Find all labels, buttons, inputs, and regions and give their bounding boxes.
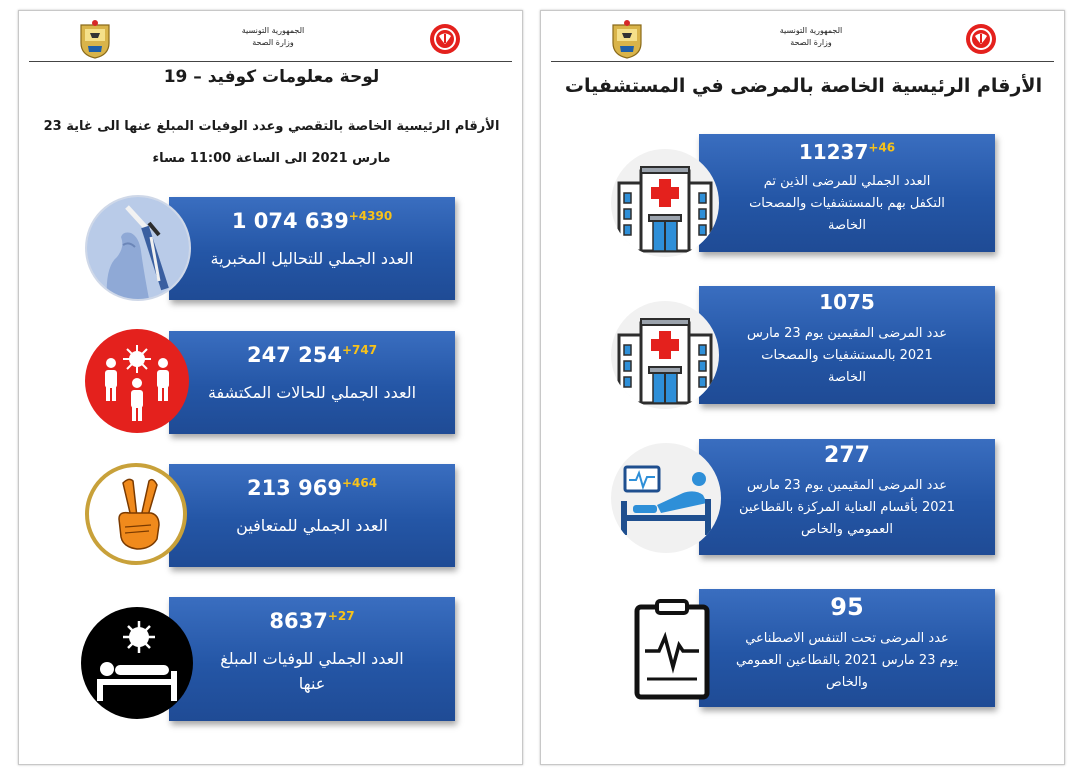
treated-patients-value: $11237^{+46}$ — [798, 140, 896, 164]
detected-cases-label: العدد الجملي للحالات المكتشفة — [207, 383, 417, 402]
detected-cases-card — [169, 331, 455, 434]
recovered-value: 213 $969^{+464}$ — [246, 476, 378, 500]
deaths-label-line-1: العدد الجملي للوفيات المبلغ — [220, 649, 404, 668]
hospital-icon — [611, 149, 719, 257]
health-ministry-logo-icon — [965, 23, 997, 55]
detected-cases-value: 247 $254^{+747}$ — [246, 343, 378, 367]
deaths-card — [169, 597, 455, 721]
deaths-value: $8637^{+27}$ — [269, 609, 355, 633]
detected-cases-increase: +747 — [341, 343, 378, 357]
page-title: لوحة معلومات كوفيد – 19 — [163, 67, 380, 87]
ministry-label: وزارة الصحة — [790, 38, 832, 47]
hospital-patients-panel — [540, 10, 1065, 765]
deaths-increase: +27 — [327, 609, 355, 623]
tunisia-emblem-icon — [77, 19, 113, 59]
covid-dashboard-panel — [18, 10, 523, 765]
lab-tests-label: العدد الجملي للتحاليل المخبرية — [210, 249, 414, 268]
victory-hand-icon — [85, 463, 187, 565]
header-divider — [551, 61, 1054, 62]
treated-patients-line-2: التكفل بهم بالمستشفيات والمصحات — [749, 196, 945, 211]
ventilated-patients-card — [699, 589, 995, 707]
deceased-patient-icon — [81, 607, 193, 719]
icu-patients-card — [699, 439, 995, 555]
ventilated-patients-value: 95 — [830, 593, 864, 621]
treated-patients-line-3: الخاصة — [828, 218, 866, 233]
government-header — [193, 25, 353, 49]
republic-label: الجمهورية التونسية — [241, 26, 305, 35]
subtitle-line-1: الأرقام الرئيسية الخاصة بالتقصي وعدد الوفيات المبلغ عنها الى غاية 23 — [43, 119, 500, 134]
deaths-label-line-2: عنها — [298, 674, 326, 693]
recovered-label: العدد الجملي للمتعافين — [236, 516, 388, 535]
treated-patients-line-1: العدد الجملي للمرضى الذين تم — [763, 174, 931, 189]
resident-patients-line-2: 2021 بالمستشفيات والمصحات — [761, 348, 933, 363]
lab-test-icon — [85, 195, 191, 301]
treated-patients-increase: +46 — [868, 140, 896, 155]
icu-bed-icon — [611, 443, 721, 553]
resident-patients-line-3: الخاصة — [828, 370, 866, 385]
icu-patients-line-3: العمومي والخاص — [801, 522, 893, 537]
ventilated-patients-line-3: والخاص — [826, 675, 868, 690]
clipboard-heartbeat-icon — [633, 597, 711, 701]
icu-patients-line-1: عدد المرضى المقيمين يوم 23 مارس — [746, 478, 948, 493]
lab-tests-value: 1 074 $639^{+4390}$ — [231, 209, 393, 233]
hospital-icon — [611, 301, 719, 409]
government-header — [731, 25, 891, 49]
resident-patients-value: 1075 — [819, 290, 875, 314]
republic-label: الجمهورية التونسية — [779, 26, 843, 35]
resident-patients-line-1: عدد المرضى المقيمين يوم 23 مارس — [746, 326, 948, 341]
detected-cases-icon — [85, 329, 189, 433]
subtitle-line-2: مارس 2021 الى الساعة 11:00 مساء — [152, 151, 391, 166]
tunisia-emblem-icon — [609, 19, 645, 59]
page-title: الأرقام الرئيسية الخاصة بالمرضى في المستشفيات — [564, 75, 1043, 97]
recovered-card — [169, 464, 455, 567]
recovered-increase: +464 — [341, 476, 378, 490]
ventilated-patients-line-1: عدد المرضى تحت التنفس الاصطناعي — [745, 631, 949, 646]
icu-patients-line-2: 2021 بأقسام العناية المركزة بالقطاعين — [738, 500, 956, 515]
resident-patients-card — [699, 286, 995, 404]
treated-patients-card — [699, 134, 995, 252]
lab-tests-increase: +4390 — [348, 209, 393, 223]
health-ministry-logo-icon — [429, 23, 461, 55]
icu-patients-value: 277 — [824, 443, 870, 468]
header-divider — [29, 61, 512, 62]
ventilated-patients-line-2: يوم 23 مارس 2021 بالقطاعين العمومي — [736, 653, 958, 668]
lab-tests-card — [169, 197, 455, 300]
ministry-label: وزارة الصحة — [252, 38, 294, 47]
